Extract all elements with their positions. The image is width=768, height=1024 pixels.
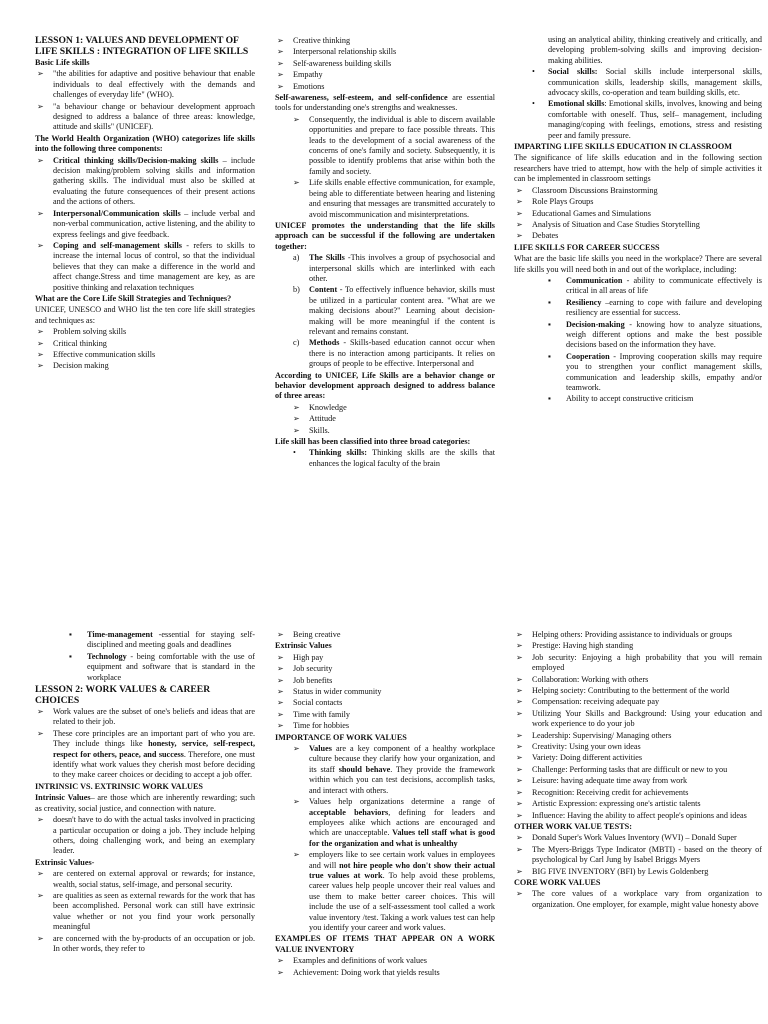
arrow-bullet-icon: ➢ bbox=[277, 675, 284, 685]
imparting-text: The significance of life skills education and in the following section researchers have tried to attempt, how with the help of simple activities it can be implemented in classroom settings bbox=[514, 153, 762, 184]
arrow-bullet-icon: ➢ bbox=[293, 114, 300, 124]
list-item: b) Content - To effectively influence behavior, skills must be utilized in a particular content area. "What are we making decisions about?" Learning about decision-making will be more meaningful if the content is relevant and remains constant. bbox=[293, 285, 495, 336]
list-item: ▪ Cooperation - Improving cooperation skills may require you to strengthen your conflict management skills, communication and leadership skills, empathy and/or teamwork. bbox=[548, 351, 762, 392]
extrinsic-values-heading: Extrinsic Values bbox=[275, 641, 332, 651]
arrow-bullet-icon: ➢ bbox=[516, 730, 523, 740]
list-item: ➢ Status in wider community bbox=[277, 687, 382, 697]
list-item: ▪ Communication - ability to communicate effectively is critical in all areas of life bbox=[548, 275, 762, 296]
list-item: ➢ Compensation: receiving adequate pay bbox=[516, 697, 660, 707]
list-item: a) The Skills -This involves a group of psychosocial and interpersonal skills which are interlinked with each other. bbox=[293, 253, 495, 283]
list-item: ➢ These core principles are an important part of who you are. They include things like honesty, service, self-respect, respect for others, peace, and success. Therefore, one must identify what work values they cherish most before deciding to they make career choices or deciding to accept a job offer. bbox=[37, 728, 256, 780]
list-item: ➢ Creative thinking bbox=[277, 36, 351, 45]
list-item: ➢ Helping others: Providing assistance to individuals or groups bbox=[516, 630, 732, 639]
box-bullet-icon: ▪ bbox=[548, 319, 551, 329]
list-item: ➢ Classroom Discussions Brainstorming bbox=[516, 185, 658, 195]
list-item: ▪ Technology - being comfortable with the use of equipment and software that is standard in the workplace bbox=[69, 651, 255, 682]
arrow-bullet-icon: ➢ bbox=[277, 698, 284, 708]
list-item: ➢ Knowledge bbox=[293, 402, 347, 412]
arrow-bullet-icon: ➢ bbox=[37, 155, 44, 165]
broad-categories-heading: Life skill has been classified into three broad categories: bbox=[275, 437, 471, 447]
arrow-bullet-icon: ➢ bbox=[516, 686, 523, 696]
arrow-bullet-icon: ➢ bbox=[37, 707, 44, 717]
list-item: ➢ Job security bbox=[277, 664, 333, 674]
list-item: ➢ "the abilities for adaptive and positive behaviour that enable individuals to deal effectively with the demands and challenges of everyday life" (WHO). bbox=[37, 69, 255, 100]
list-item: ➢ Emotions bbox=[277, 81, 325, 91]
list-item: ➢ Interpersonal relationship skills bbox=[277, 47, 397, 57]
arrow-bullet-icon: ➢ bbox=[37, 890, 44, 900]
box-bullet-icon: ▪ bbox=[548, 351, 551, 361]
arrow-bullet-icon: ➢ bbox=[37, 240, 44, 250]
list-item: ➢ Life skills enable effective communication, for example, being able to differentiate between hearing and listening and ensuring that messages are transmitted accurately to avoid miscommunication and misinterpretations. bbox=[293, 178, 495, 219]
arrow-bullet-icon: ➢ bbox=[37, 338, 44, 348]
who-heading: The World Health Organization (WHO) categorizes life skills into the following three components: bbox=[35, 133, 255, 154]
dot-bullet-icon: • bbox=[293, 448, 296, 458]
list-item: ➢ Analysis of Situation and Case Studies Storytelling bbox=[516, 219, 700, 229]
arrow-bullet-icon: ➢ bbox=[516, 844, 523, 854]
arrow-bullet-icon: ➢ bbox=[516, 810, 523, 820]
list-item: ➢ Job benefits bbox=[277, 675, 333, 685]
arrow-bullet-icon: ➢ bbox=[293, 414, 300, 424]
core-strategies-heading: What are the Core Life Skill Strategies and Techniques? bbox=[35, 293, 232, 303]
page1-column-2 bbox=[275, 35, 495, 470]
list-item: ➢ Consequently, the individual is able to discern available opportunities and prepare to face possible threats. This leads to the development of a social awareness of the concerns of one's family and society. Subsequently, it is possible to identify problems that arise within both the family and society. bbox=[293, 114, 495, 176]
core-work-values-heading: CORE WORK VALUES bbox=[514, 877, 601, 887]
list-item: • Emotional skills: Emotional skills, involves, knowing and being comfortable with oneself. Thus, self– management, including managing/coping with feelings, emotions, stress and resisting peer and family pressure. bbox=[532, 99, 762, 140]
list-item: ➢ Time with family bbox=[277, 709, 351, 719]
page2-column-2 bbox=[275, 629, 495, 979]
importance-heading: IMPORTANCE OF WORK VALUES bbox=[275, 732, 407, 742]
arrow-bullet-icon: ➢ bbox=[37, 101, 44, 111]
arrow-bullet-icon: ➢ bbox=[516, 776, 523, 786]
lesson2-title: LESSON 2: WORK VALUES & CAREER CHOICES bbox=[35, 684, 211, 707]
list-item: ➢ Values are a key component of a healthy workplace culture because they clarify how your organization, and its staff should behave. They provide the framework within which you can test decisions, accomplish tasks, and interact with others. bbox=[293, 744, 495, 795]
arrow-bullet-icon: ➢ bbox=[277, 709, 284, 719]
arrow-bullet-icon: ➢ bbox=[516, 866, 523, 876]
arrow-bullet-icon: ➢ bbox=[277, 47, 284, 57]
list-item: ➢ Influence: Having the ability to affect people's opinions and ideas bbox=[516, 810, 747, 820]
examples-heading: EXAMPLES OF ITEMS THAT APPEAR ON A WORK VALUE INVENTORY bbox=[275, 934, 495, 954]
arrow-bullet-icon: ➢ bbox=[277, 36, 284, 45]
list-item: ➢ The Myers-Briggs Type Indicator (MBTI) - based on the theory of psychological by Carl Jung by Isabel Briggs Myers bbox=[516, 844, 762, 865]
list-item: ➢ Examples and definitions of work values bbox=[277, 956, 427, 966]
list-item: ➢ Leisure: having adequate time away from work bbox=[516, 776, 688, 786]
box-bullet-icon: ▪ bbox=[548, 275, 551, 285]
list-item: using an analytical ability, thinking creatively and critically, and developing problem-solving skills and improving decision-making abilities. bbox=[548, 35, 762, 65]
arrow-bullet-icon: ➢ bbox=[277, 81, 284, 91]
arrow-bullet-icon: ➢ bbox=[277, 956, 284, 966]
list-item: • Social skills: Social skills include interpersonal skills, communication skills, leadership skills, management skills, advocacy skills, co-operation and team building skills, etc. bbox=[532, 67, 762, 98]
arrow-bullet-icon: ➢ bbox=[516, 197, 523, 207]
list-marker: c) bbox=[293, 338, 300, 348]
arrow-bullet-icon: ➢ bbox=[37, 728, 44, 738]
list-item: ▪ Decision-making - knowing how to analyze situations, weigh different options and make the best possible decisions based on the information they have. bbox=[548, 319, 762, 350]
arrow-bullet-icon: ➢ bbox=[516, 889, 523, 899]
arrow-bullet-icon: ➢ bbox=[277, 687, 284, 697]
list-item: ➢ doesn't have to do with the actual tasks involved in practicing a particular occupation or doing a job. They include helping others, doing challenging work, and being an exemplary leader. bbox=[37, 815, 255, 856]
arrow-bullet-icon: ➢ bbox=[516, 208, 523, 218]
list-item: ➢ Skills. bbox=[293, 425, 330, 435]
list-item: ➢ Collaboration: Working with others bbox=[516, 674, 649, 684]
arrow-bullet-icon: ➢ bbox=[277, 967, 284, 977]
list-item: ➢ Utilizing Your Skills and Background: Using your education and work experience to do your job bbox=[516, 708, 762, 729]
arrow-bullet-icon: ➢ bbox=[277, 58, 284, 68]
page1-column-1 bbox=[35, 34, 255, 373]
arrow-bullet-icon: ➢ bbox=[516, 833, 523, 843]
arrow-bullet-icon: ➢ bbox=[516, 787, 523, 797]
arrow-bullet-icon: ➢ bbox=[516, 641, 523, 651]
arrow-bullet-icon: ➢ bbox=[277, 70, 284, 80]
arrow-bullet-icon: ➢ bbox=[516, 753, 523, 763]
arrow-bullet-icon: ➢ bbox=[277, 721, 284, 731]
intrinsic-extrinsic-heading: INTRINSIC VS. EXTRINSIC WORK VALUES bbox=[35, 781, 203, 791]
arrow-bullet-icon: ➢ bbox=[516, 630, 523, 639]
list-item: ➢ are qualities as seen as external rewards for the work that has been accomplished. Personal work can still have extrinsic value whether or not you find your work personally meaningful bbox=[37, 890, 255, 932]
list-item: ➢ Social contacts bbox=[277, 698, 343, 708]
list-item: ➢ "a behaviour change or behaviour development approach designed to address a balance of three areas: knowledge, attitude and skills" (UNICEF). bbox=[37, 101, 255, 132]
box-bullet-icon: ▪ bbox=[548, 394, 551, 404]
list-item: ➢ Job security: Enjoying a high probability that you will remain employed bbox=[516, 652, 762, 673]
arrow-bullet-icon: ➢ bbox=[516, 652, 523, 662]
list-item: ➢ Interpersonal/Communication skills – include verbal and non-verbal communication, active listening, and the ability to express feelings and give feedback. bbox=[37, 208, 255, 239]
arrow-bullet-icon: ➢ bbox=[516, 742, 523, 752]
arrow-bullet-icon: ➢ bbox=[516, 799, 523, 809]
list-item: ➢ Critical thinking skills/Decision-making skills – include decision making/problem solving skills and information gathering skills. The individual must also be skilled at evaluating the future consequences of their present actions and the actions of others. bbox=[37, 155, 255, 207]
list-item: ▪ Resiliency –earning to cope with failure and developing resiliency are essential for success. bbox=[548, 297, 762, 318]
self-awareness-paragraph: Self-awareness, self-esteem, and self-confidence are essential tools for understanding one's strengths and weaknesses. bbox=[275, 93, 496, 113]
page2-column-1 bbox=[35, 629, 255, 955]
arrow-bullet-icon: ➢ bbox=[37, 208, 44, 218]
list-item: ➢ Achievement: Doing work that yields results bbox=[277, 967, 440, 977]
list-item: ➢ Helping society: Contributing to the betterment of the world bbox=[516, 686, 730, 696]
list-item: ➢ Leadership: Supervising/ Managing others bbox=[516, 730, 672, 740]
list-item: c) Methods - Skills-based education cannot occur when there is no interaction among participants. It relies on groups of people to be effective. Interpersonal and bbox=[293, 338, 495, 369]
arrow-bullet-icon: ➢ bbox=[516, 708, 523, 718]
list-item: ➢ Recognition: Receiving credit for achievements bbox=[516, 787, 689, 797]
list-item: ➢ Values help organizations determine a range of acceptable behaviors, defining for leaders and employees alike which actions are encouraged and which are unacceptable. Values tell staff what is good for the organization and what is unhealthy bbox=[293, 797, 496, 848]
arrow-bullet-icon: ➢ bbox=[277, 664, 284, 674]
unicef-heading: UNICEF promotes the understanding that the life skills approach can be successful if the following are undertaken together: bbox=[275, 220, 495, 251]
box-bullet-icon: ▪ bbox=[548, 297, 551, 307]
imparting-heading: IMPARTING LIFE SKILLS EDUCATION IN CLASSROOM bbox=[514, 142, 733, 152]
arrow-bullet-icon: ➢ bbox=[516, 674, 523, 684]
list-item: ➢ employers like to see certain work values in employees and will not hire people who don't show their actual true values at work. To help avoid these problems, career values help people uncover their real values and use them to make better career choices. This will include the use of a self-assessment tool called a work value inventory /test. Taking a work values test can help you identify your career and work values. bbox=[293, 850, 496, 932]
arrow-bullet-icon: ➢ bbox=[277, 630, 284, 639]
arrow-bullet-icon: ➢ bbox=[37, 933, 44, 943]
arrow-bullet-icon: ➢ bbox=[37, 69, 44, 79]
list-item: ➢ The core values of a workplace vary from organization to organization. One employer, for example, might value honesty above bbox=[516, 889, 762, 909]
arrow-bullet-icon: ➢ bbox=[516, 697, 523, 707]
list-item: ➢ High pay bbox=[277, 652, 324, 662]
arrow-bullet-icon: ➢ bbox=[516, 219, 523, 229]
arrow-bullet-icon: ➢ bbox=[37, 869, 44, 879]
list-item: ➢ Decision making bbox=[37, 361, 109, 371]
list-item: ➢ Critical thinking bbox=[37, 338, 107, 348]
list-item: ➢ BIG FIVE INVENTORY (BFI) by Lewis Goldenberg bbox=[516, 866, 709, 876]
list-item: ➢ Artistic Expression: expressing one's artistic talents bbox=[516, 799, 701, 809]
list-item: ➢ Being creative bbox=[277, 630, 341, 639]
lesson1-title: LESSON 1: VALUES AND DEVELOPMENT OF LIFE SKILLS : INTEGRATION OF LIFE SKILLS bbox=[35, 35, 249, 57]
list-item: ➢ Donald Super's Work Values Inventory (WVI) – Donald Super bbox=[516, 833, 737, 843]
career-success-heading: LIFE SKILLS FOR CAREER SUCCESS bbox=[514, 242, 660, 252]
career-intro: What are the basic life skills you need in the workplace? There are several life skills you will need both in and out of the workplace, including: bbox=[514, 254, 762, 274]
according-heading: According to UNICEF, Life Skills are a behavior change or behavior development approach designed to address balance of three areas: bbox=[275, 370, 495, 401]
page2-column-3 bbox=[514, 629, 762, 911]
box-bullet-icon: ▪ bbox=[69, 651, 72, 661]
arrow-bullet-icon: ➢ bbox=[293, 402, 300, 412]
arrow-bullet-icon: ➢ bbox=[293, 797, 300, 807]
intrinsic-definition: Intrinsic Values– are those which are inherently rewarding; such as creativity, social justice, and connection with nature. bbox=[35, 793, 256, 813]
list-item: ➢ Role Plays Groups bbox=[516, 197, 594, 207]
list-item: ➢ Problem solving skills bbox=[37, 327, 127, 337]
list-item: ➢ Effective communication skills bbox=[37, 349, 156, 359]
arrow-bullet-icon: ➢ bbox=[277, 652, 284, 662]
box-bullet-icon: ▪ bbox=[69, 630, 72, 639]
arrow-bullet-icon: ➢ bbox=[516, 764, 523, 774]
arrow-bullet-icon: ➢ bbox=[37, 349, 44, 359]
list-marker: b) bbox=[293, 285, 300, 295]
list-item: ➢ Educational Games and Simulations bbox=[516, 208, 651, 218]
list-item: ➢ are concerned with the by-products of an occupation or job. In other words, they refer to bbox=[37, 933, 255, 953]
list-item: • Thinking skills: Thinking skills are the skills that enhances the logical faculty of the brain bbox=[293, 448, 496, 468]
list-item: ➢ are centered on external approval or rewards; for instance, wealth, social status, self-image, and personal security. bbox=[37, 869, 255, 889]
basic-life-skills-heading: Basic Life skills bbox=[35, 58, 90, 67]
arrow-bullet-icon: ➢ bbox=[293, 850, 300, 860]
list-item: ➢ Self-awareness building skills bbox=[277, 58, 392, 68]
arrow-bullet-icon: ➢ bbox=[293, 178, 300, 188]
page-2 bbox=[0, 624, 768, 1024]
arrow-bullet-icon: ➢ bbox=[293, 425, 300, 435]
arrow-bullet-icon: ➢ bbox=[37, 327, 44, 337]
list-item: ▪ Ability to accept constructive criticism bbox=[548, 394, 694, 404]
extrinsic-definition: Extrinsic Values- bbox=[35, 857, 95, 867]
list-item: ➢ Creativity: Using your own ideas bbox=[516, 742, 641, 752]
list-item: ➢ Attitude bbox=[293, 414, 336, 424]
arrow-bullet-icon: ➢ bbox=[516, 231, 523, 241]
core-intro: UNICEF, UNESCO and WHO list the ten core life skill strategies and techniques as: bbox=[35, 305, 255, 325]
list-item: ➢ Coping and self-management skills - refers to skills to increase the internal locus of control, so that the individual believes that they can make a difference in the world and affect change.Stress and time management are key, as are positive thinking and relaxation techniques bbox=[37, 240, 255, 292]
arrow-bullet-icon: ➢ bbox=[293, 744, 300, 754]
list-item: ➢ Debates bbox=[516, 231, 559, 241]
dot-bullet-icon: • bbox=[532, 99, 535, 109]
arrow-bullet-icon: ➢ bbox=[37, 815, 44, 825]
arrow-bullet-icon: ➢ bbox=[516, 185, 523, 195]
dot-bullet-icon: • bbox=[532, 67, 535, 77]
list-item: ➢ Work values are the subset of one's beliefs and ideas that are related to their job. bbox=[37, 707, 255, 727]
arrow-bullet-icon: ➢ bbox=[37, 361, 44, 371]
page1-column-3 bbox=[514, 34, 762, 406]
list-item: ➢ Prestige: Having high standing bbox=[516, 641, 634, 651]
list-item: ➢ Challenge: Performing tasks that are difficult or new to you bbox=[516, 764, 728, 774]
list-marker: a) bbox=[293, 253, 300, 263]
list-item: ➢ Variety: Doing different activities bbox=[516, 753, 643, 763]
list-item: ▪ Time-management -essential for staying self- disciplined and meeting goals and deadlines bbox=[69, 630, 255, 650]
other-tests-heading: OTHER WORK VALUE TESTS: bbox=[514, 821, 632, 831]
list-item: ➢ Empathy bbox=[277, 70, 323, 80]
list-item: ➢ Time for hobbies bbox=[277, 721, 350, 731]
